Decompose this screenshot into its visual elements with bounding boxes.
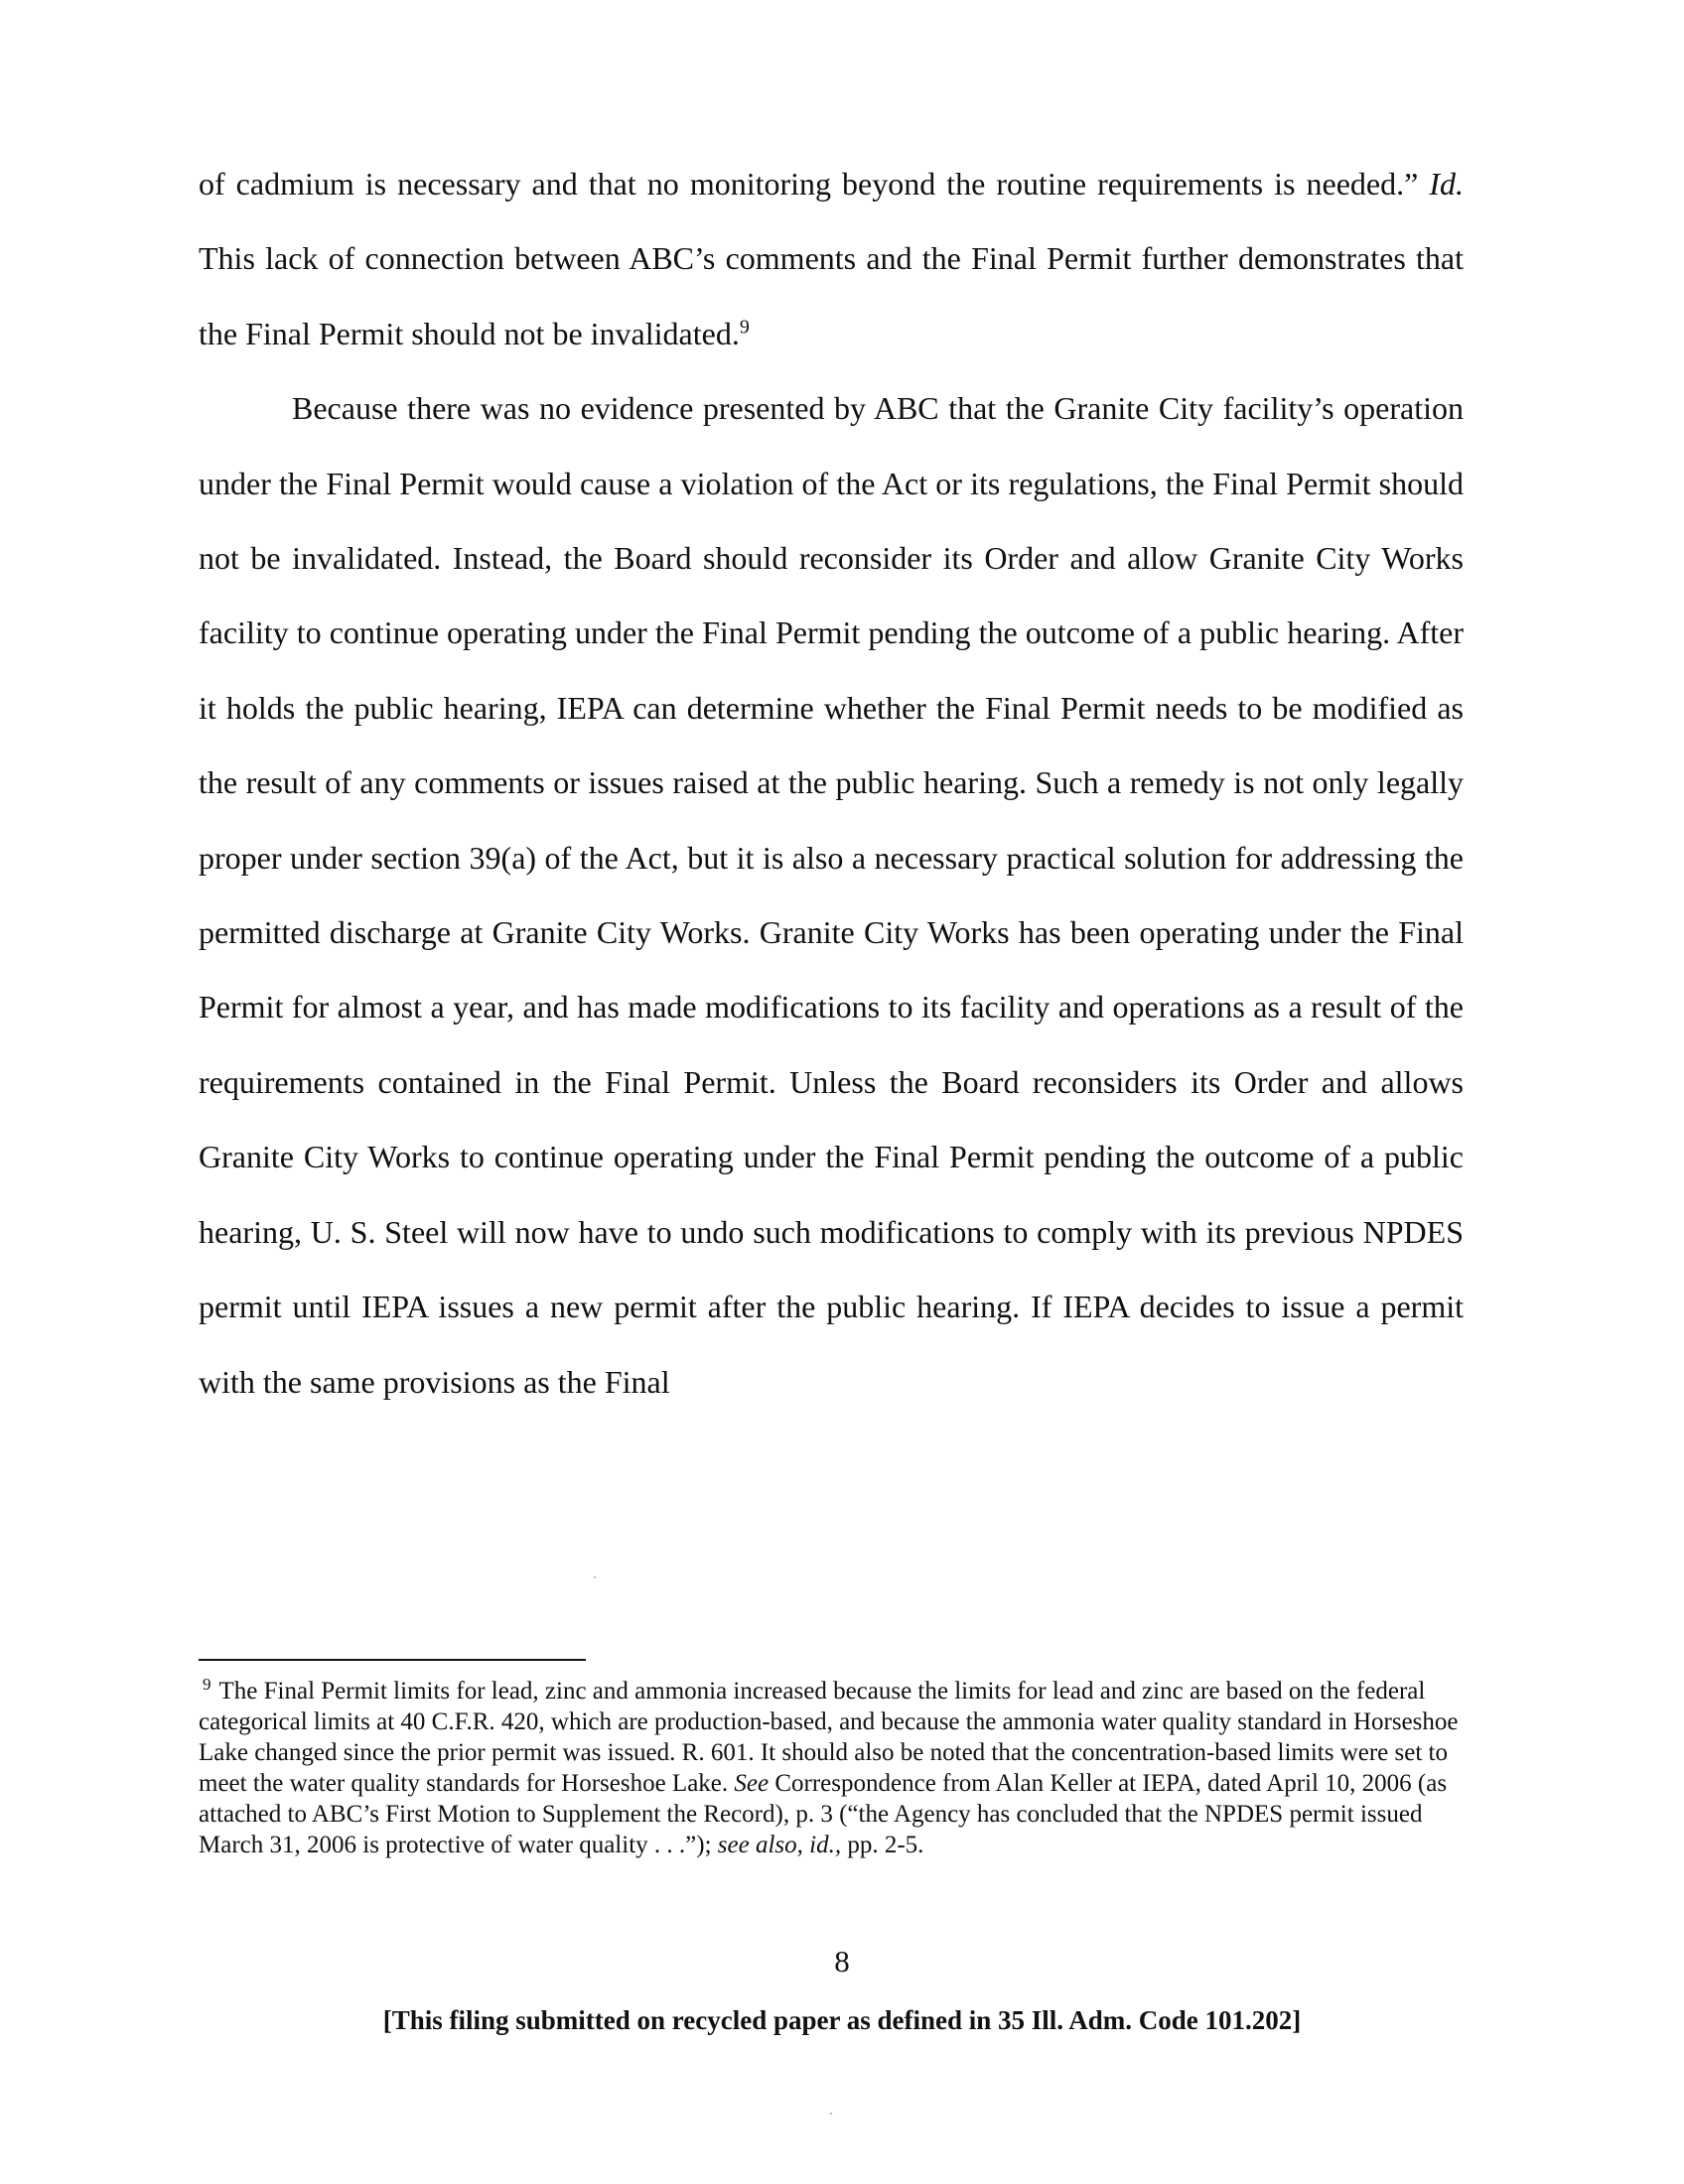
- paragraph-text: of cadmium is necessary and that no monitoring beyond the routine requirements is needed.”: [199, 166, 1430, 202]
- footnote-see: See: [734, 1770, 770, 1797]
- footnote-number: 9: [203, 1674, 211, 1694]
- body-text: [199, 147, 1464, 1420]
- footnote-text: The Final Permit limits for lead, zinc and ammonia increased because the limits for lead and zinc are based on the federal categorical limits at 40 C.F.R. 420, which are production-based, and because the ammonia water quality standard in Horseshoe Lake changed since the prior permit was issued. R. 601. It should also be noted that the concentration-based limits were set to meet the water quality standards for Horseshoe Lake.: [199, 1678, 1459, 1797]
- paragraph-continued: [199, 147, 1464, 371]
- footnote: [199, 1676, 1464, 1860]
- footnote-text: pp. 2-5.: [841, 1832, 924, 1858]
- recycled-paper-notice: [This filing submitted on recycled paper as defined in 35 Ill. Adm. Code 101.202]: [382, 2005, 1302, 2035]
- page-number: 8: [834, 1944, 850, 1979]
- scan-speck: [830, 2113, 832, 2115]
- footnote-see-also: see also, id.,: [717, 1832, 842, 1858]
- paragraph: Because there was no evidence presented by ABC that the Granite City facility’s operation under the Final Permit would cause a violation of the Act or its regulations, the Final Permit should not be invalidated. Instead, the Board should reconsider its Order and allow Granite City Works facility to continue operating under the Final Permit pending the outcome of a public hearing. After it holds the public hearing, IEPA can determine whether the Final Permit needs to be modified as the result of any comments or issues raised at the public hearing. Such a remedy is not only legally proper under section 39(a) of the Act, but it is also a necessary practical solution for addressing the permitted discharge at Granite City Works. Granite City Works has been operating under the Final Permit for almost a year, and has made modifications to its facility and operations as a result of the requirements contained in the Final Permit. Unless the Board reconsiders its Order and allows Granite City Works to continue operating under the Final Permit pending the outcome of a public hearing, U. S. Steel will now have to undo such modifications to comply with its previous NPDES permit until IEPA issues a new permit after the public hearing. If IEPA decides to issue a permit with the same provisions as the Final: [199, 390, 1464, 1400]
- footnote-text: Correspondence from Alan Keller at IEPA, dated April 10, 2006 (as attached to ABC’s First Motion to Supplement the Record), p. 3 (“the Agency has concluded that the NPDES permit issued March 31, 2006 is protective of water quality . . .”);: [199, 1770, 1448, 1858]
- scan-speck: [594, 1576, 596, 1578]
- footnote-reference: 9: [739, 316, 750, 339]
- footnote-divider: [199, 1659, 586, 1661]
- citation-id: Id.: [1429, 166, 1464, 202]
- paragraph-text: This lack of connection between ABC’s comments and the Final Permit further demonstrates that the Final Permit should not be invalidated.: [199, 240, 1464, 351]
